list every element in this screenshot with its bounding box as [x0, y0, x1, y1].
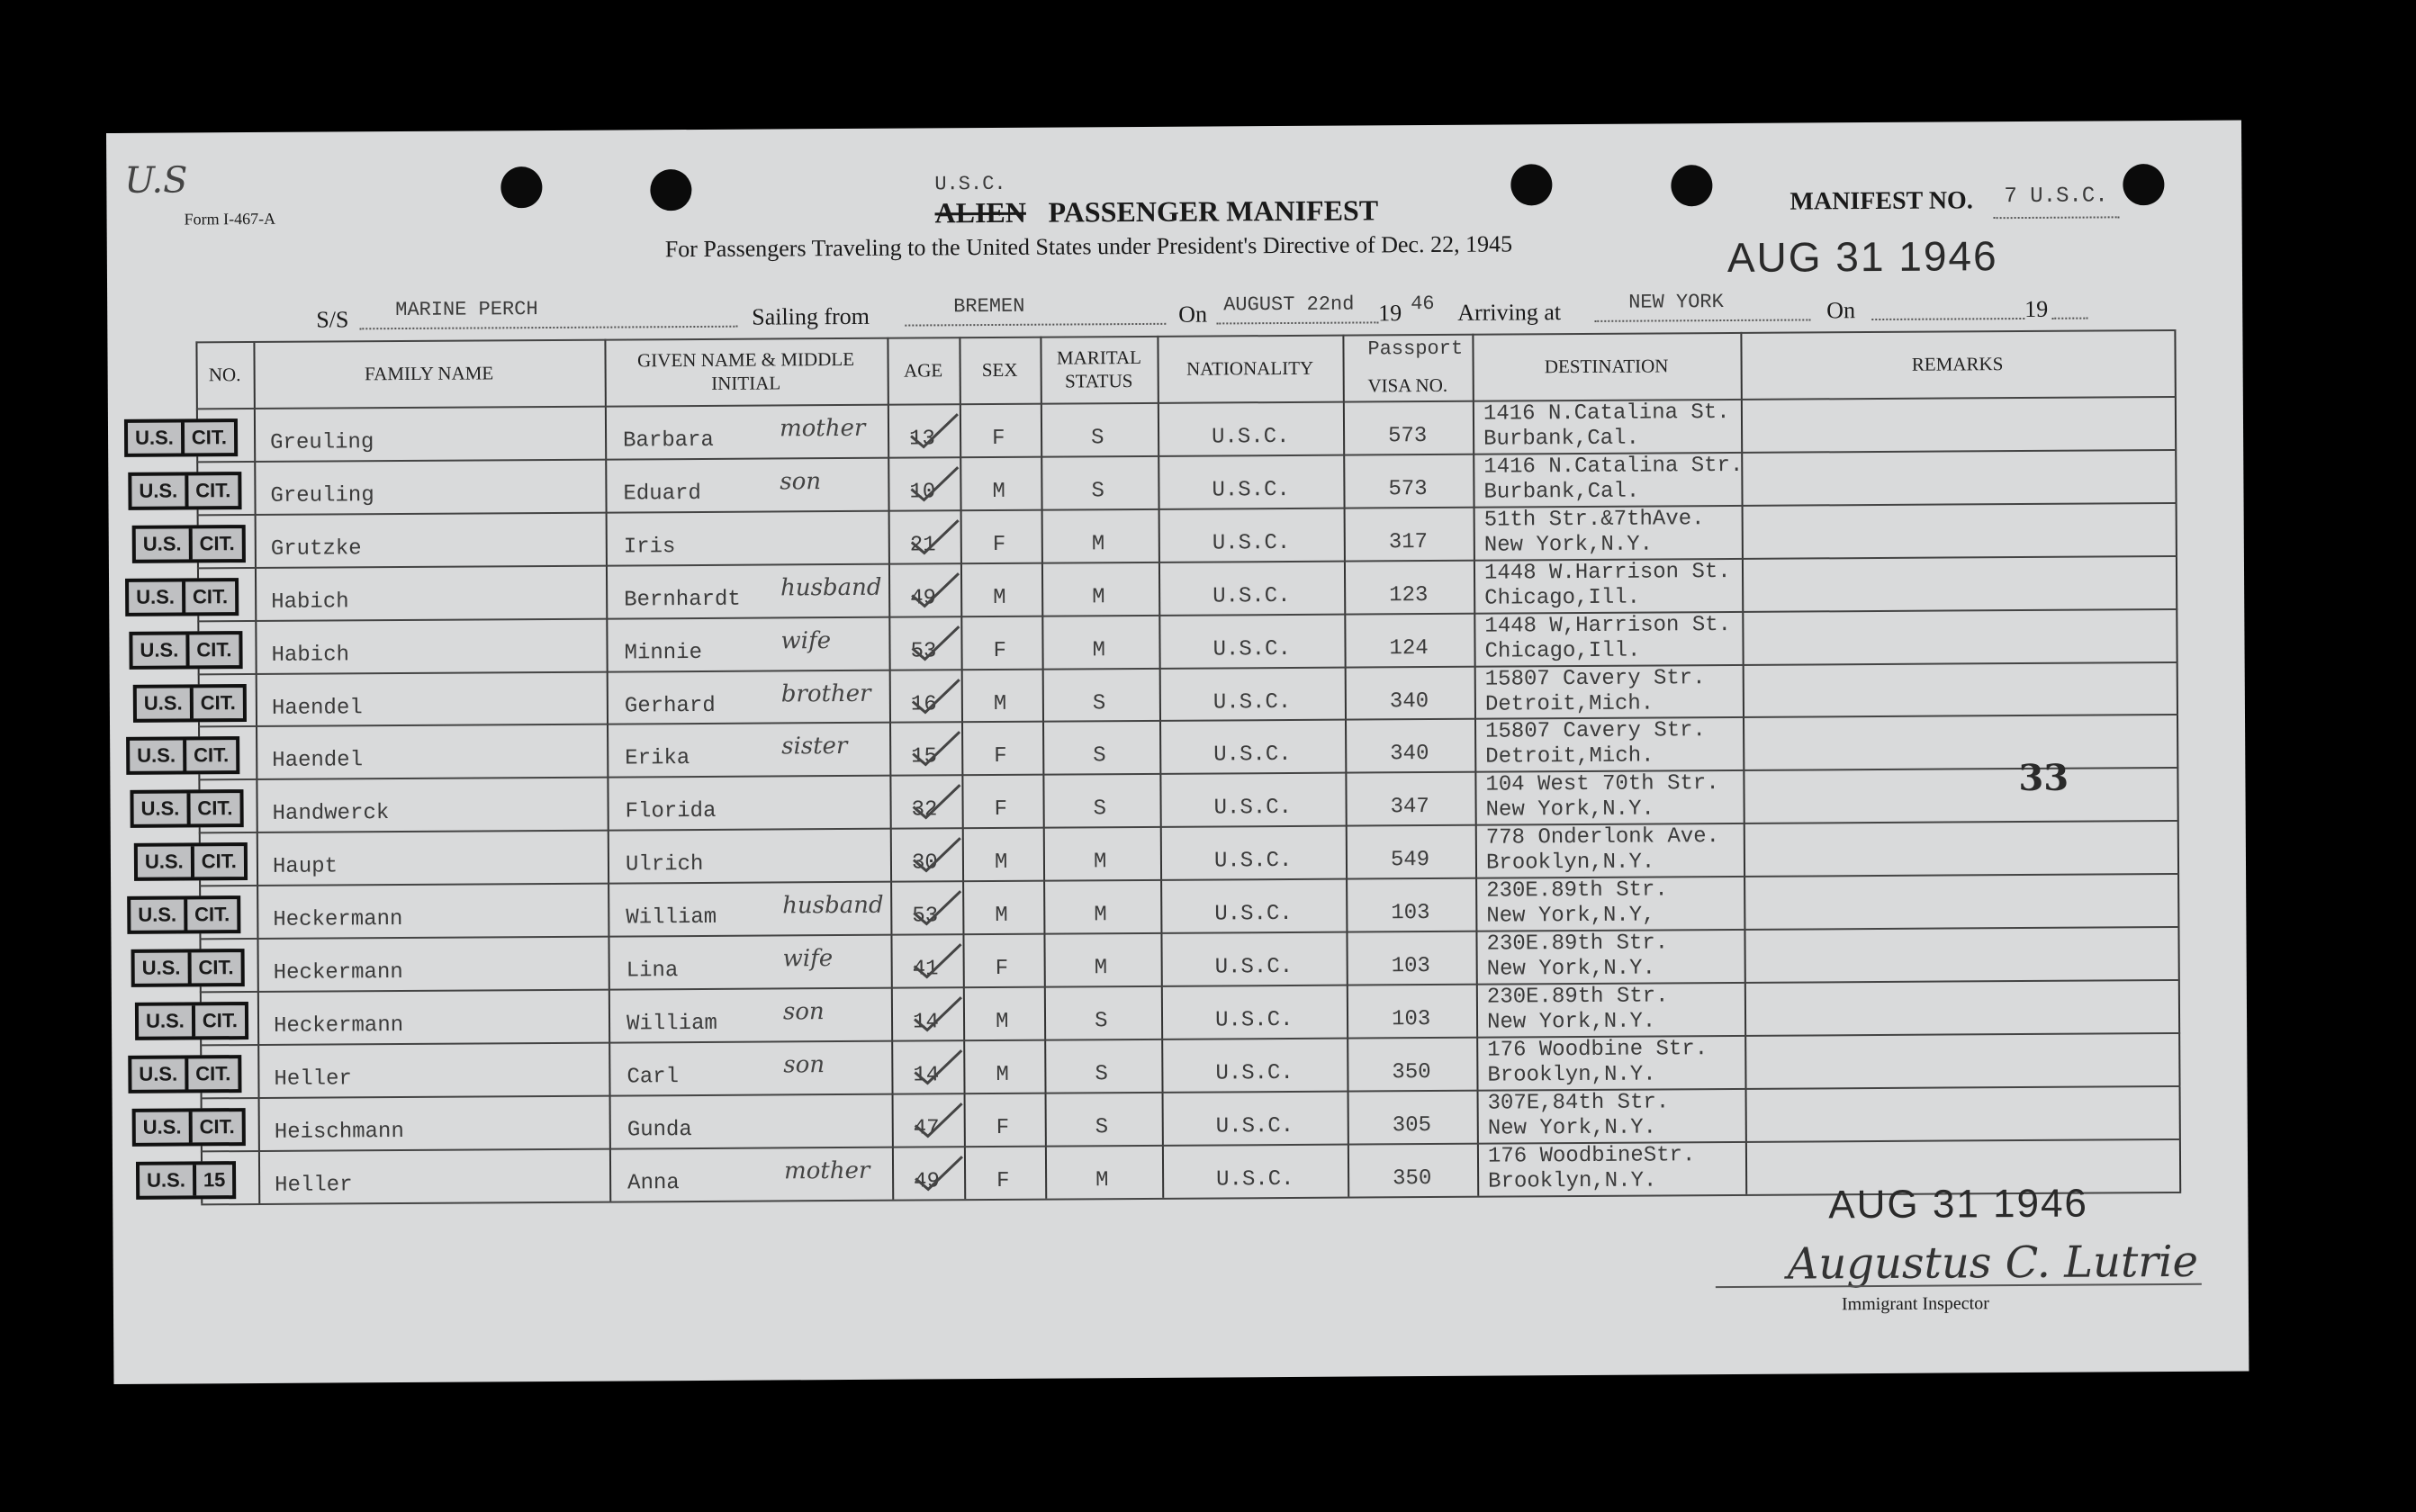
- cell-age: 49: [910, 586, 937, 611]
- inspector-signature: Augustus C. Lutrie: [1787, 1236, 2199, 1290]
- cell-destination: New York,N.Y,: [1486, 903, 1655, 929]
- check-mark-icon: [911, 1048, 965, 1084]
- stamp-status: 15: [203, 1167, 226, 1191]
- cell-nationality: U.S.C.: [1212, 424, 1290, 450]
- cell-age: 32: [911, 797, 938, 823]
- page-title: PASSENGER MANIFEST: [1048, 194, 1379, 229]
- cell-destination: 104 West 70th Str.: [1485, 771, 1719, 797]
- cell-destination: 15807 Cavery Str.: [1485, 718, 1707, 745]
- cell-nationality: U.S.C.: [1213, 689, 1292, 715]
- cell-visa-no: 340: [1389, 688, 1429, 714]
- cell-family-name: Habich: [271, 590, 349, 615]
- cell-marital: S: [1094, 1009, 1108, 1034]
- cell-nationality: U.S.C.: [1213, 583, 1291, 609]
- cell-given-name: Lina: [626, 958, 679, 984]
- cell-destination: Detroit,Mich.: [1485, 743, 1654, 770]
- cell-age: 16: [910, 691, 937, 717]
- cell-destination: 307E,84th Str.: [1487, 1090, 1670, 1116]
- stamp-country: U.S.: [137, 743, 176, 768]
- cell-given-name: William: [626, 1011, 717, 1037]
- margin-note: U.S: [124, 159, 188, 202]
- cell-destination: Brooklyn,N.Y.: [1488, 1168, 1657, 1194]
- cell-destination: 1448 W,Harrison St.: [1484, 612, 1732, 639]
- manifest-no-label: MANIFEST NO.: [1789, 186, 1973, 216]
- cell-nationality: U.S.C.: [1213, 742, 1292, 768]
- check-mark-icon: [910, 836, 964, 872]
- year2-prefix: 19: [2024, 295, 2049, 322]
- cell-given-name: Carl: [627, 1064, 680, 1090]
- remarks-number: 33: [2018, 756, 2069, 800]
- us-citizen-stamp: [128, 1055, 241, 1094]
- stamp-country: U.S.: [142, 532, 182, 555]
- on-value: AUGUST 22nd: [1223, 292, 1355, 317]
- stamp-status: CIT.: [202, 1009, 239, 1032]
- cell-destination: Brooklyn,N.Y.: [1487, 1062, 1656, 1088]
- cell-given-name: Bernhardt: [624, 587, 741, 613]
- handwritten-relation-note: husband: [780, 573, 882, 602]
- stamp-country: U.S.: [141, 956, 181, 979]
- cell-marital: S: [1092, 690, 1106, 716]
- stamp-status: CIT.: [197, 796, 233, 820]
- cell-given-name: Erika: [625, 746, 690, 771]
- cell-destination: 230E.89th Str.: [1486, 931, 1669, 957]
- cell-sex: F: [994, 744, 1007, 770]
- cell-marital: M: [1092, 637, 1106, 662]
- manifest-page: [106, 121, 2249, 1384]
- stamp-status: CIT.: [199, 531, 235, 555]
- cell-visa-no: 350: [1393, 1166, 1432, 1191]
- punch-hole: [2123, 164, 2164, 205]
- cell-family-name: Heischmann: [274, 1119, 404, 1145]
- col-family-name: FAMILY NAME: [364, 362, 494, 385]
- page-subtitle: For Passengers Traveling to the United States under President's Directive of Dec. 22, 1945: [664, 230, 1513, 263]
- us-citizen-stamp: [133, 684, 247, 723]
- col-nationality: NATIONALITY: [1185, 356, 1314, 380]
- cell-nationality: U.S.C.: [1216, 1166, 1294, 1192]
- cell-sex: M: [992, 479, 1005, 504]
- manifest-table: [195, 329, 2181, 1203]
- inspector-title: Immigrant Inspector: [1841, 1293, 1989, 1315]
- cell-visa-no: 103: [1391, 954, 1430, 979]
- cell-family-name: Greuling: [270, 483, 374, 508]
- check-mark-icon: [908, 625, 962, 664]
- cell-destination: Detroit,Mich.: [1484, 691, 1654, 717]
- cell-destination: Burbank,Cal.: [1483, 479, 1640, 505]
- col-destination: DESTINATION: [1544, 355, 1669, 378]
- cell-sex: M: [995, 1009, 1009, 1034]
- cell-destination: New York,N.Y.: [1483, 532, 1654, 558]
- handwritten-relation-note: wife: [782, 945, 834, 973]
- cell-visa-no: 350: [1392, 1059, 1431, 1085]
- handwritten-relation-note: mother: [779, 414, 866, 443]
- cell-age: 53: [912, 904, 939, 929]
- cell-sex: F: [994, 797, 1008, 823]
- handwritten-relation-note: son: [780, 468, 822, 496]
- col-remarks: REMARKS: [1911, 353, 2004, 375]
- cell-destination: 230E.89th Str.: [1486, 878, 1668, 904]
- cell-family-name: Heller: [275, 1172, 353, 1198]
- punch-hole: [500, 166, 542, 208]
- cell-nationality: U.S.C.: [1214, 902, 1293, 927]
- col-marital-status: MARITAL STATUS: [1056, 346, 1142, 392]
- cell-visa-no: 103: [1391, 901, 1430, 926]
- cell-visa-no: 317: [1388, 529, 1429, 555]
- cell-destination: 15807 Cavery Str.: [1484, 665, 1706, 692]
- cell-destination: 176 Woodbine Str.: [1487, 1036, 1708, 1063]
- stamp-country: U.S.: [143, 690, 183, 715]
- cell-family-name: Heller: [274, 1066, 352, 1092]
- cell-sex: F: [996, 1115, 1010, 1140]
- cell-nationality: U.S.C.: [1215, 1113, 1294, 1139]
- cell-destination: New York,N.Y.: [1487, 1115, 1657, 1141]
- check-mark-icon: [907, 412, 961, 448]
- us-citizen-stamp: [134, 842, 248, 881]
- year-suffix: 46: [1411, 292, 1435, 316]
- stamp-status: CIT.: [198, 956, 234, 979]
- cell-age: 13: [909, 427, 935, 452]
- stamp-country: U.S.: [139, 1062, 178, 1085]
- check-mark-icon: [907, 465, 961, 501]
- cell-family-name: Haupt: [272, 854, 338, 880]
- handwritten-relation-note: brother: [780, 680, 871, 707]
- us-citizen-stamp: [136, 1161, 237, 1200]
- stamp-status: CIT.: [191, 426, 228, 449]
- cell-family-name: Haendel: [271, 695, 363, 721]
- cell-nationality: U.S.C.: [1212, 477, 1290, 503]
- cell-sex: F: [995, 956, 1009, 981]
- col-age: AGE: [903, 359, 943, 382]
- col-sex: SEX: [981, 358, 1018, 381]
- check-mark-icon: [911, 995, 965, 1031]
- stamp-country: U.S.: [144, 850, 184, 873]
- cell-destination: New York,N.Y.: [1485, 796, 1654, 823]
- stamp-country: U.S.: [140, 796, 180, 821]
- cell-given-name: Florida: [625, 799, 717, 824]
- cell-given-name: Gunda: [627, 1117, 692, 1143]
- handwritten-relation-note: sister: [781, 733, 848, 760]
- cell-marital: M: [1094, 903, 1107, 928]
- us-citizen-stamp: [132, 525, 246, 563]
- cell-marital: S: [1095, 1114, 1109, 1139]
- check-mark-icon: [908, 572, 962, 611]
- cell-nationality: U.S.C.: [1213, 849, 1293, 874]
- cell-nationality: U.S.C.: [1213, 636, 1292, 662]
- us-citizen-stamp: [127, 896, 240, 934]
- stamp-status: CIT.: [201, 850, 237, 873]
- check-mark-icon: [909, 783, 963, 819]
- cell-marital: S: [1091, 479, 1104, 504]
- cell-destination: Chicago,Ill.: [1484, 638, 1641, 664]
- col-passport: Passport: [1367, 337, 1464, 361]
- ss-value: MARINE PERCH: [395, 298, 538, 322]
- check-mark-icon: [909, 731, 963, 767]
- cell-visa-no: 573: [1388, 424, 1428, 449]
- cell-marital: S: [1095, 1062, 1108, 1087]
- cell-sex: M: [995, 903, 1008, 929]
- stamp-status: CIT.: [195, 479, 231, 502]
- title-struck-word: ALIEN: [934, 195, 1027, 230]
- cell-sex: F: [992, 532, 1006, 557]
- cell-age: 41: [912, 957, 939, 982]
- punch-hole: [650, 169, 691, 211]
- cell-family-name: Handwerck: [272, 801, 390, 827]
- stamp-country: U.S.: [134, 426, 174, 449]
- stamp-status: CIT.: [199, 1114, 235, 1138]
- cell-sex: M: [994, 850, 1008, 876]
- year-prefix: 19: [1378, 300, 1402, 327]
- cell-visa-no: 573: [1388, 476, 1428, 502]
- cell-family-name: Heckermann: [273, 907, 403, 932]
- cell-age: 49: [914, 1168, 941, 1194]
- cell-visa-no: 340: [1390, 742, 1429, 767]
- punch-hole: [1671, 165, 1712, 206]
- cell-given-name: Gerhard: [624, 693, 716, 718]
- check-mark-icon: [909, 678, 963, 717]
- cell-marital: M: [1093, 850, 1107, 875]
- cell-nationality: U.S.C.: [1214, 1007, 1294, 1033]
- sailing-value: BREMEN: [953, 294, 1025, 319]
- stamp-country: U.S.: [140, 638, 179, 662]
- stamp-status: CIT.: [200, 690, 236, 714]
- date-stamp-bottom: AUG 31 1946: [1828, 1181, 2089, 1228]
- us-citizen-stamp: [131, 949, 245, 987]
- stamp-country: U.S.: [139, 479, 178, 502]
- cell-family-name: Heckermann: [273, 1012, 404, 1039]
- handwritten-relation-note: mother: [783, 1156, 870, 1185]
- stamp-status: CIT.: [192, 584, 229, 608]
- cell-sex: M: [993, 585, 1006, 610]
- cell-destination: New York,N.Y.: [1486, 1009, 1656, 1035]
- cell-given-name: Minnie: [624, 640, 703, 666]
- cell-given-name: Eduard: [623, 481, 701, 507]
- on2-label: On: [1826, 297, 1856, 324]
- cell-destination: 1416 N.Catalina Str.: [1483, 453, 1744, 480]
- cell-visa-no: 103: [1391, 1006, 1431, 1032]
- cell-destination: 1416 N.Catalina St.: [1483, 400, 1730, 427]
- cell-sex: F: [996, 1168, 1010, 1193]
- cell-age: 30: [911, 850, 938, 876]
- cell-visa-no: 347: [1390, 795, 1429, 820]
- cell-sex: M: [993, 691, 1007, 716]
- check-mark-icon: [910, 889, 964, 925]
- us-citizen-stamp: [124, 418, 238, 457]
- cell-age: 14: [912, 1010, 939, 1035]
- cell-given-name: Ulrich: [625, 852, 704, 878]
- col-no: NO.: [208, 363, 241, 386]
- cell-age: 53: [910, 638, 937, 664]
- stamp-status: CIT.: [195, 1061, 231, 1085]
- cell-family-name: Haendel: [272, 748, 364, 774]
- cell-given-name: Anna: [627, 1170, 680, 1196]
- cell-marital: S: [1091, 426, 1104, 451]
- cell-destination: 778 Onderlonk Ave.: [1485, 824, 1720, 850]
- cell-given-name: Barbara: [623, 428, 715, 454]
- check-mark-icon: [912, 1155, 966, 1194]
- cell-destination: Brooklyn,N.Y.: [1485, 850, 1655, 876]
- col-visa-no: VISA NO.: [1367, 374, 1448, 397]
- us-citizen-stamp: [125, 578, 239, 616]
- cell-visa-no: 549: [1390, 848, 1430, 873]
- cell-nationality: U.S.C.: [1215, 1060, 1294, 1086]
- col-given-name: GIVEN NAME & MIDDLE INITIAL: [637, 347, 855, 394]
- cell-destination: Chicago,Ill.: [1484, 585, 1641, 611]
- us-citizen-stamp: [129, 631, 242, 670]
- handwritten-relation-note: son: [783, 1050, 825, 1079]
- us-citizen-stamp: [128, 472, 241, 510]
- cell-given-name: Iris: [623, 534, 676, 560]
- cell-destination: 51th Str.&7thAve.: [1483, 506, 1705, 533]
- stamp-status: CIT.: [194, 903, 230, 926]
- handwritten-relation-note: wife: [780, 626, 832, 655]
- ss-label: S/S: [316, 306, 349, 333]
- cell-destination: 176 WoodbineStr.: [1487, 1142, 1696, 1169]
- arriving-label: Arriving at: [1457, 299, 1562, 326]
- stamp-status: CIT.: [193, 743, 230, 767]
- stamp-country: U.S.: [145, 1009, 185, 1032]
- cell-visa-no: 305: [1392, 1112, 1432, 1138]
- check-mark-icon: [908, 518, 962, 554]
- cell-destination: Burbank,Cal.: [1483, 426, 1640, 452]
- cell-age: 10: [909, 480, 936, 505]
- form-id: Form I-467-A: [184, 209, 276, 229]
- cell-marital: M: [1095, 1167, 1109, 1192]
- stamp-status: CIT.: [196, 637, 232, 661]
- cell-marital: M: [1094, 956, 1108, 981]
- stamp-country: U.S.: [138, 903, 177, 926]
- stamp-country: U.S.: [142, 1115, 182, 1138]
- arriving-value: NEW YORK: [1628, 291, 1724, 314]
- cell-marital: S: [1093, 743, 1106, 769]
- us-citizen-stamp: [135, 1002, 248, 1040]
- stamp-country: U.S.: [147, 1168, 185, 1192]
- cell-destination: 230E.89th Str.: [1486, 984, 1669, 1010]
- manifest-no-value: 7 U.S.C.: [2004, 184, 2108, 210]
- check-mark-icon: [912, 1102, 966, 1141]
- cell-visa-no: 123: [1389, 582, 1429, 608]
- check-mark-icon: [911, 942, 965, 978]
- cell-age: 21: [909, 533, 936, 558]
- handwritten-relation-note: husband: [782, 891, 884, 920]
- date-stamp: AUG 31 1946: [1726, 232, 1998, 282]
- cell-sex: M: [996, 1062, 1009, 1087]
- cell-family-name: Grutzke: [270, 536, 362, 562]
- cell-nationality: U.S.C.: [1212, 530, 1291, 556]
- cell-nationality: U.S.C.: [1213, 796, 1293, 821]
- cell-given-name: William: [626, 904, 717, 931]
- cell-age: 47: [913, 1116, 940, 1141]
- sailing-label: Sailing from: [752, 302, 870, 330]
- usc-above-title: U.S.C.: [934, 172, 1006, 196]
- handwritten-relation-note: son: [782, 998, 825, 1026]
- cell-visa-no: 124: [1389, 635, 1429, 661]
- punch-hole: [1510, 164, 1552, 205]
- cell-age: 15: [911, 744, 938, 770]
- us-citizen-stamp: [130, 789, 243, 828]
- cell-family-name: Habich: [271, 642, 350, 668]
- us-citizen-stamp: [126, 736, 239, 775]
- cell-family-name: Heckermann: [273, 960, 403, 986]
- cell-marital: M: [1091, 532, 1105, 557]
- cell-destination: 1448 W.Harrison St.: [1483, 559, 1731, 586]
- cell-marital: S: [1093, 796, 1107, 822]
- on-label: On: [1178, 301, 1208, 328]
- cell-age: 14: [913, 1063, 940, 1088]
- cell-destination: New York,N.Y.: [1486, 956, 1656, 982]
- us-citizen-stamp: [132, 1108, 246, 1147]
- cell-marital: M: [1092, 584, 1105, 610]
- cell-sex: F: [992, 426, 1005, 451]
- cell-family-name: Greuling: [270, 430, 374, 455]
- cell-sex: F: [993, 638, 1007, 663]
- stamp-country: U.S.: [136, 585, 176, 608]
- cell-nationality: U.S.C.: [1214, 954, 1294, 980]
